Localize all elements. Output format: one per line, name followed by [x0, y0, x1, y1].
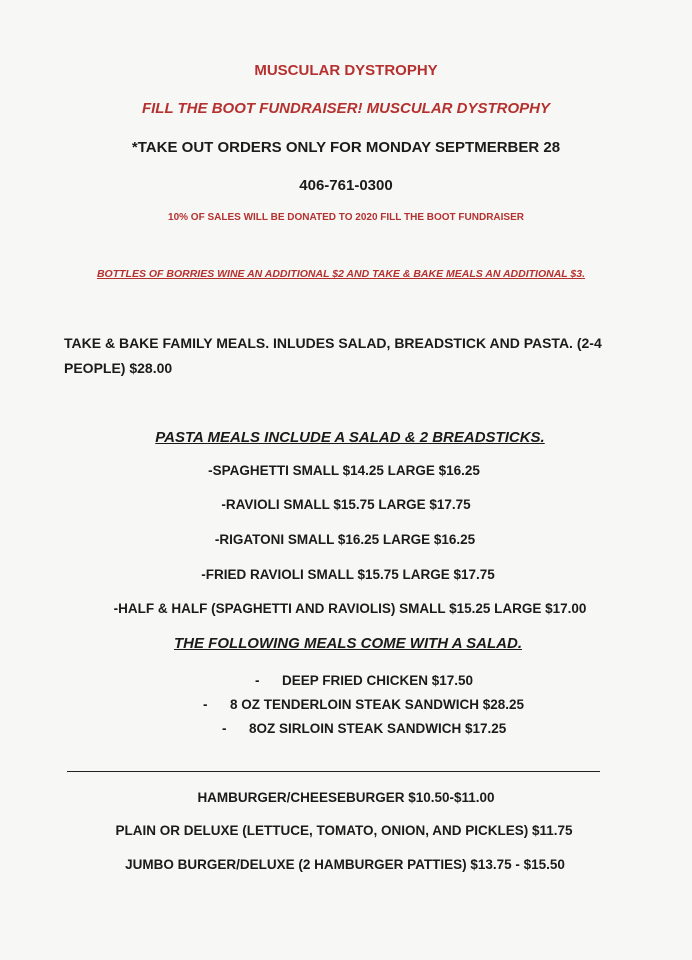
pasta-item: -HALF & HALF (SPAGHETTI AND RAVIOLIS) SMALL $15.25 LARGE $17.00	[113, 601, 587, 616]
salad-meal-item: - 8 OZ TENDERLOIN STEAK SANDWICH $28.25	[203, 697, 525, 712]
takeout-notice: *TAKE OUT ORDERS ONLY FOR MONDAY SEPTMERBER 28	[131, 139, 561, 156]
addon-note: BOTTLES OF BORRIES WINE AN ADDITIONAL $2 AND TAKE & BAKE MEALS AN ADDITIONAL $3.	[96, 268, 586, 280]
pasta-item: -SPAGHETTI SMALL $14.25 LARGE $16.25	[208, 463, 480, 478]
take-bake-line-1: TAKE & BAKE FAMILY MEALS. INLUDES SALAD, BREADSTICK AND PASTA. (2-4	[64, 335, 602, 351]
take-bake-line-2: PEOPLE) $28.00	[64, 360, 173, 376]
burger-item: JUMBO BURGER/DELUXE (2 HAMBURGER PATTIES) $13.75 - $15.50	[125, 857, 565, 872]
burger-item: HAMBURGER/CHEESEBURGER $10.50-$11.00	[197, 790, 495, 805]
pasta-heading: PASTA MEALS INCLUDE A SALAD & 2 BREADSTICKS.	[155, 429, 545, 446]
burger-item: PLAIN OR DELUXE (LETTUCE, TOMATO, ONION, AND PICKLES) $11.75	[115, 823, 573, 838]
pasta-item: -RAVIOLI SMALL $15.75 LARGE $17.75	[221, 497, 471, 512]
subtitle: FILL THE BOOT FUNDRAISER! MUSCULAR DYSTROPHY	[141, 100, 551, 117]
donation-note: 10% OF SALES WILL BE DONATED TO 2020 FILL THE BOOT FUNDRAISER	[168, 212, 524, 223]
phone-number: 406-761-0300	[299, 177, 393, 194]
pasta-item: -RIGATONI SMALL $16.25 LARGE $16.25	[214, 532, 476, 547]
salad-meals-heading: THE FOLLOWING MEALS COME WITH A SALAD.	[173, 635, 523, 652]
salad-meal-item: - 8OZ SIRLOIN STEAK SANDWICH $17.25	[222, 721, 507, 736]
title: MUSCULAR DYSTROPHY	[254, 62, 438, 79]
salad-meal-item: - DEEP FRIED CHICKEN $17.50	[255, 673, 474, 688]
pasta-item: -FRIED RAVIOLI SMALL $15.75 LARGE $17.75	[201, 567, 495, 582]
divider	[67, 771, 600, 772]
